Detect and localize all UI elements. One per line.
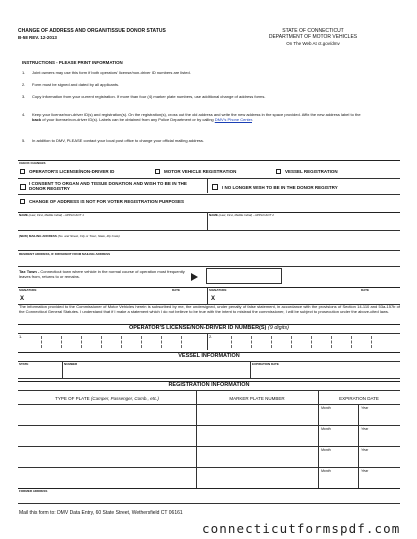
digit-divider [141, 336, 142, 348]
digit-divider [81, 336, 82, 348]
date1-label: DATE [172, 288, 180, 292]
plate-type-header: TYPE OF PLATE (Camper, Passenger, Comb., etc.) [55, 396, 159, 401]
year-label: Year [361, 448, 369, 452]
signature2-label: SIGNATURE [209, 288, 227, 292]
voter-acknowledge-checkbox[interactable] [20, 199, 25, 204]
month-label: Month [321, 427, 331, 431]
digit-divider [101, 336, 102, 348]
license-1-input[interactable] [24, 333, 206, 350]
plate-expiration-header: EXPIRATION DATE [339, 396, 379, 401]
digit-divider [231, 336, 232, 348]
digit-divider [251, 336, 252, 348]
digit-divider [121, 336, 122, 348]
check-changes-label: CHECK CHANGES [19, 161, 46, 165]
divider [18, 378, 400, 379]
divider [207, 333, 208, 350]
donor-consent-label: I CONSENT TO ORGAN AND TISSUE DONATION AND WISH TO BE IN THE DONOR REGISTRY [29, 181, 187, 191]
divider [18, 230, 400, 231]
instruction-4: 4. Keep your license/non-driver ID(s) and registration(s). On the registration(s), cross out the old address and write the new address in the space provided. Affix the new address label to the back of your license/non-driver ID(s). Labels can be obtained from any Police Department or by calling DMV's Phone Center. [22, 112, 361, 122]
mail-to-text: Mail this form to: DMV Data Entry, 60 State Street, Wethersfield CT 06161 [19, 510, 183, 516]
divider [18, 446, 400, 447]
digit-divider [41, 336, 42, 348]
form-number: B-58 REV. 12-2013 [18, 35, 57, 40]
divider [207, 287, 208, 304]
vessel-state-label: STATE [19, 362, 29, 366]
instruction-2: 2. Form must be signed and dated by all applicants. [22, 82, 120, 87]
former-address-label: FORMER ADDRESS [19, 489, 48, 493]
tax-town-label: Tax Town - Connecticut town where vehicle in the normal course of operation most frequently leaves from, returns to or remains. [19, 269, 185, 279]
divider [250, 361, 251, 378]
digit-divider [371, 336, 372, 348]
divider [18, 266, 400, 267]
divider [207, 178, 208, 193]
digit-divider [351, 336, 352, 348]
license-2-label: 2. [209, 334, 213, 339]
divider [18, 425, 400, 426]
state-name: STATE OF CONNECTICUT [282, 28, 344, 34]
vessel-registration-checkbox[interactable] [276, 169, 281, 174]
donor-remove-checkbox[interactable] [212, 184, 218, 190]
month-label: Month [321, 469, 331, 473]
dmv-phone-center-link[interactable]: DMV's Phone Center [214, 116, 252, 122]
certification-text: The information provided to the Commissioner of Motor Vehicles herein is subscribed by me, the undersigned, under penalty of false statement, in accordance with the provisions of Section 14-110 and 53a-157b of the Connecticut General Statutes. I understand that if I make a statement which I do not believe to be true with the intent to mislead the commissioner, I will be subject to prosecution under the above-cited laws. [19, 304, 400, 314]
divider [62, 361, 63, 378]
divider [18, 488, 400, 489]
divider [18, 194, 400, 195]
instruction-5: 5. In addition to DMV, PLEASE contact your local post office to change your official mailing address. [22, 138, 205, 143]
digit-divider [181, 336, 182, 348]
tax-town-input[interactable] [206, 268, 282, 284]
divider [18, 250, 400, 251]
divider [18, 178, 400, 179]
license-option-label: OPERATOR'S LICENSE/NON-DRIVER ID [29, 169, 115, 174]
license-numbers-heading: OPERATOR'S LICENSE/NON-DRIVER ID NUMBER(S) (9 digits) [128, 325, 289, 331]
vessel-heading: VESSEL INFORMATION [178, 353, 240, 359]
form-title: CHANGE OF ADDRESS AND ORGAN/TISSUE DONOR STATUS [18, 28, 166, 34]
vessel-option-label: VESSEL REGISTRATION [285, 169, 338, 174]
instructions-heading: INSTRUCTIONS - PLEASE PRINT INFORMATION [22, 60, 123, 65]
digit-divider [271, 336, 272, 348]
department-name: DEPARTMENT OF MOTOR VEHICLES [268, 34, 358, 40]
divider [358, 446, 359, 467]
divider [207, 212, 208, 230]
date2-label: DATE [361, 288, 369, 292]
instruction-3: 3. Copy information from your current registration. If more than four (4) marker plate numbers, use additional change of address forms. [22, 94, 266, 99]
donor-consent-checkbox[interactable] [20, 184, 26, 190]
new-mailing-label: (NEW) MAILING ADDRESS (No. and Street, City or Town, State, Zip Code) [19, 234, 120, 238]
resident-address-label: RESIDENT ADDRESS, IF DIFFERENT FROM MAILING ADDRESS [19, 252, 111, 256]
sign-here-x: X [20, 296, 25, 302]
divider [358, 404, 359, 425]
divider [18, 503, 400, 504]
name1-label: NAME (Last, First, Middle Initial) - APPLICANT 1 [19, 213, 84, 217]
month-label: Month [321, 448, 331, 452]
voter-note-label: CHANGE OF ADDRESS IS NOT FOR VOTER REGISTRATION PURPOSES [29, 199, 185, 204]
name2-label: NAME (Last, First, Middle Initial) - APPLICANT 2 [209, 213, 274, 217]
year-label: Year [361, 469, 369, 473]
divider [18, 390, 400, 391]
sign-here-x: X [211, 296, 216, 302]
instruction-1: 1. Joint owners may use this form if both operators' license/non-driver ID numbers are listed. [22, 70, 191, 75]
vessel-number-label: NUMBER [64, 362, 78, 366]
digit-divider [331, 336, 332, 348]
vehicle-registration-checkbox[interactable] [155, 169, 160, 174]
vessel-expiration-label: EXPIRATION DATE [252, 362, 279, 366]
license-checkbox[interactable] [20, 169, 25, 174]
plate-number-header: MARKER PLATE NUMBER [229, 396, 285, 401]
digit-divider [311, 336, 312, 348]
month-label: Month [321, 406, 331, 410]
vehicle-option-label: MOTOR VEHICLE REGISTRATION [164, 169, 237, 174]
year-label: Year [361, 427, 369, 431]
divider [18, 404, 400, 405]
arrow-icon [191, 273, 198, 281]
digit-divider [291, 336, 292, 348]
divider [358, 425, 359, 446]
digit-divider [161, 336, 162, 348]
divider [18, 160, 400, 161]
digit-divider [61, 336, 62, 348]
divider [18, 467, 400, 468]
registration-heading: REGISTRATION INFORMATION [168, 382, 250, 388]
license-1-label: 1. [19, 334, 23, 339]
year-label: Year [361, 406, 369, 410]
signature1-label: SIGNATURE [19, 288, 37, 292]
web-address: On The Web At ct.gov/dmv [286, 41, 340, 46]
watermark: connecticutformspdf.com [202, 521, 401, 536]
donor-remove-label: I NO LONGER WISH TO BE IN THE DONOR REGISTRY [222, 185, 338, 190]
divider [358, 467, 359, 488]
